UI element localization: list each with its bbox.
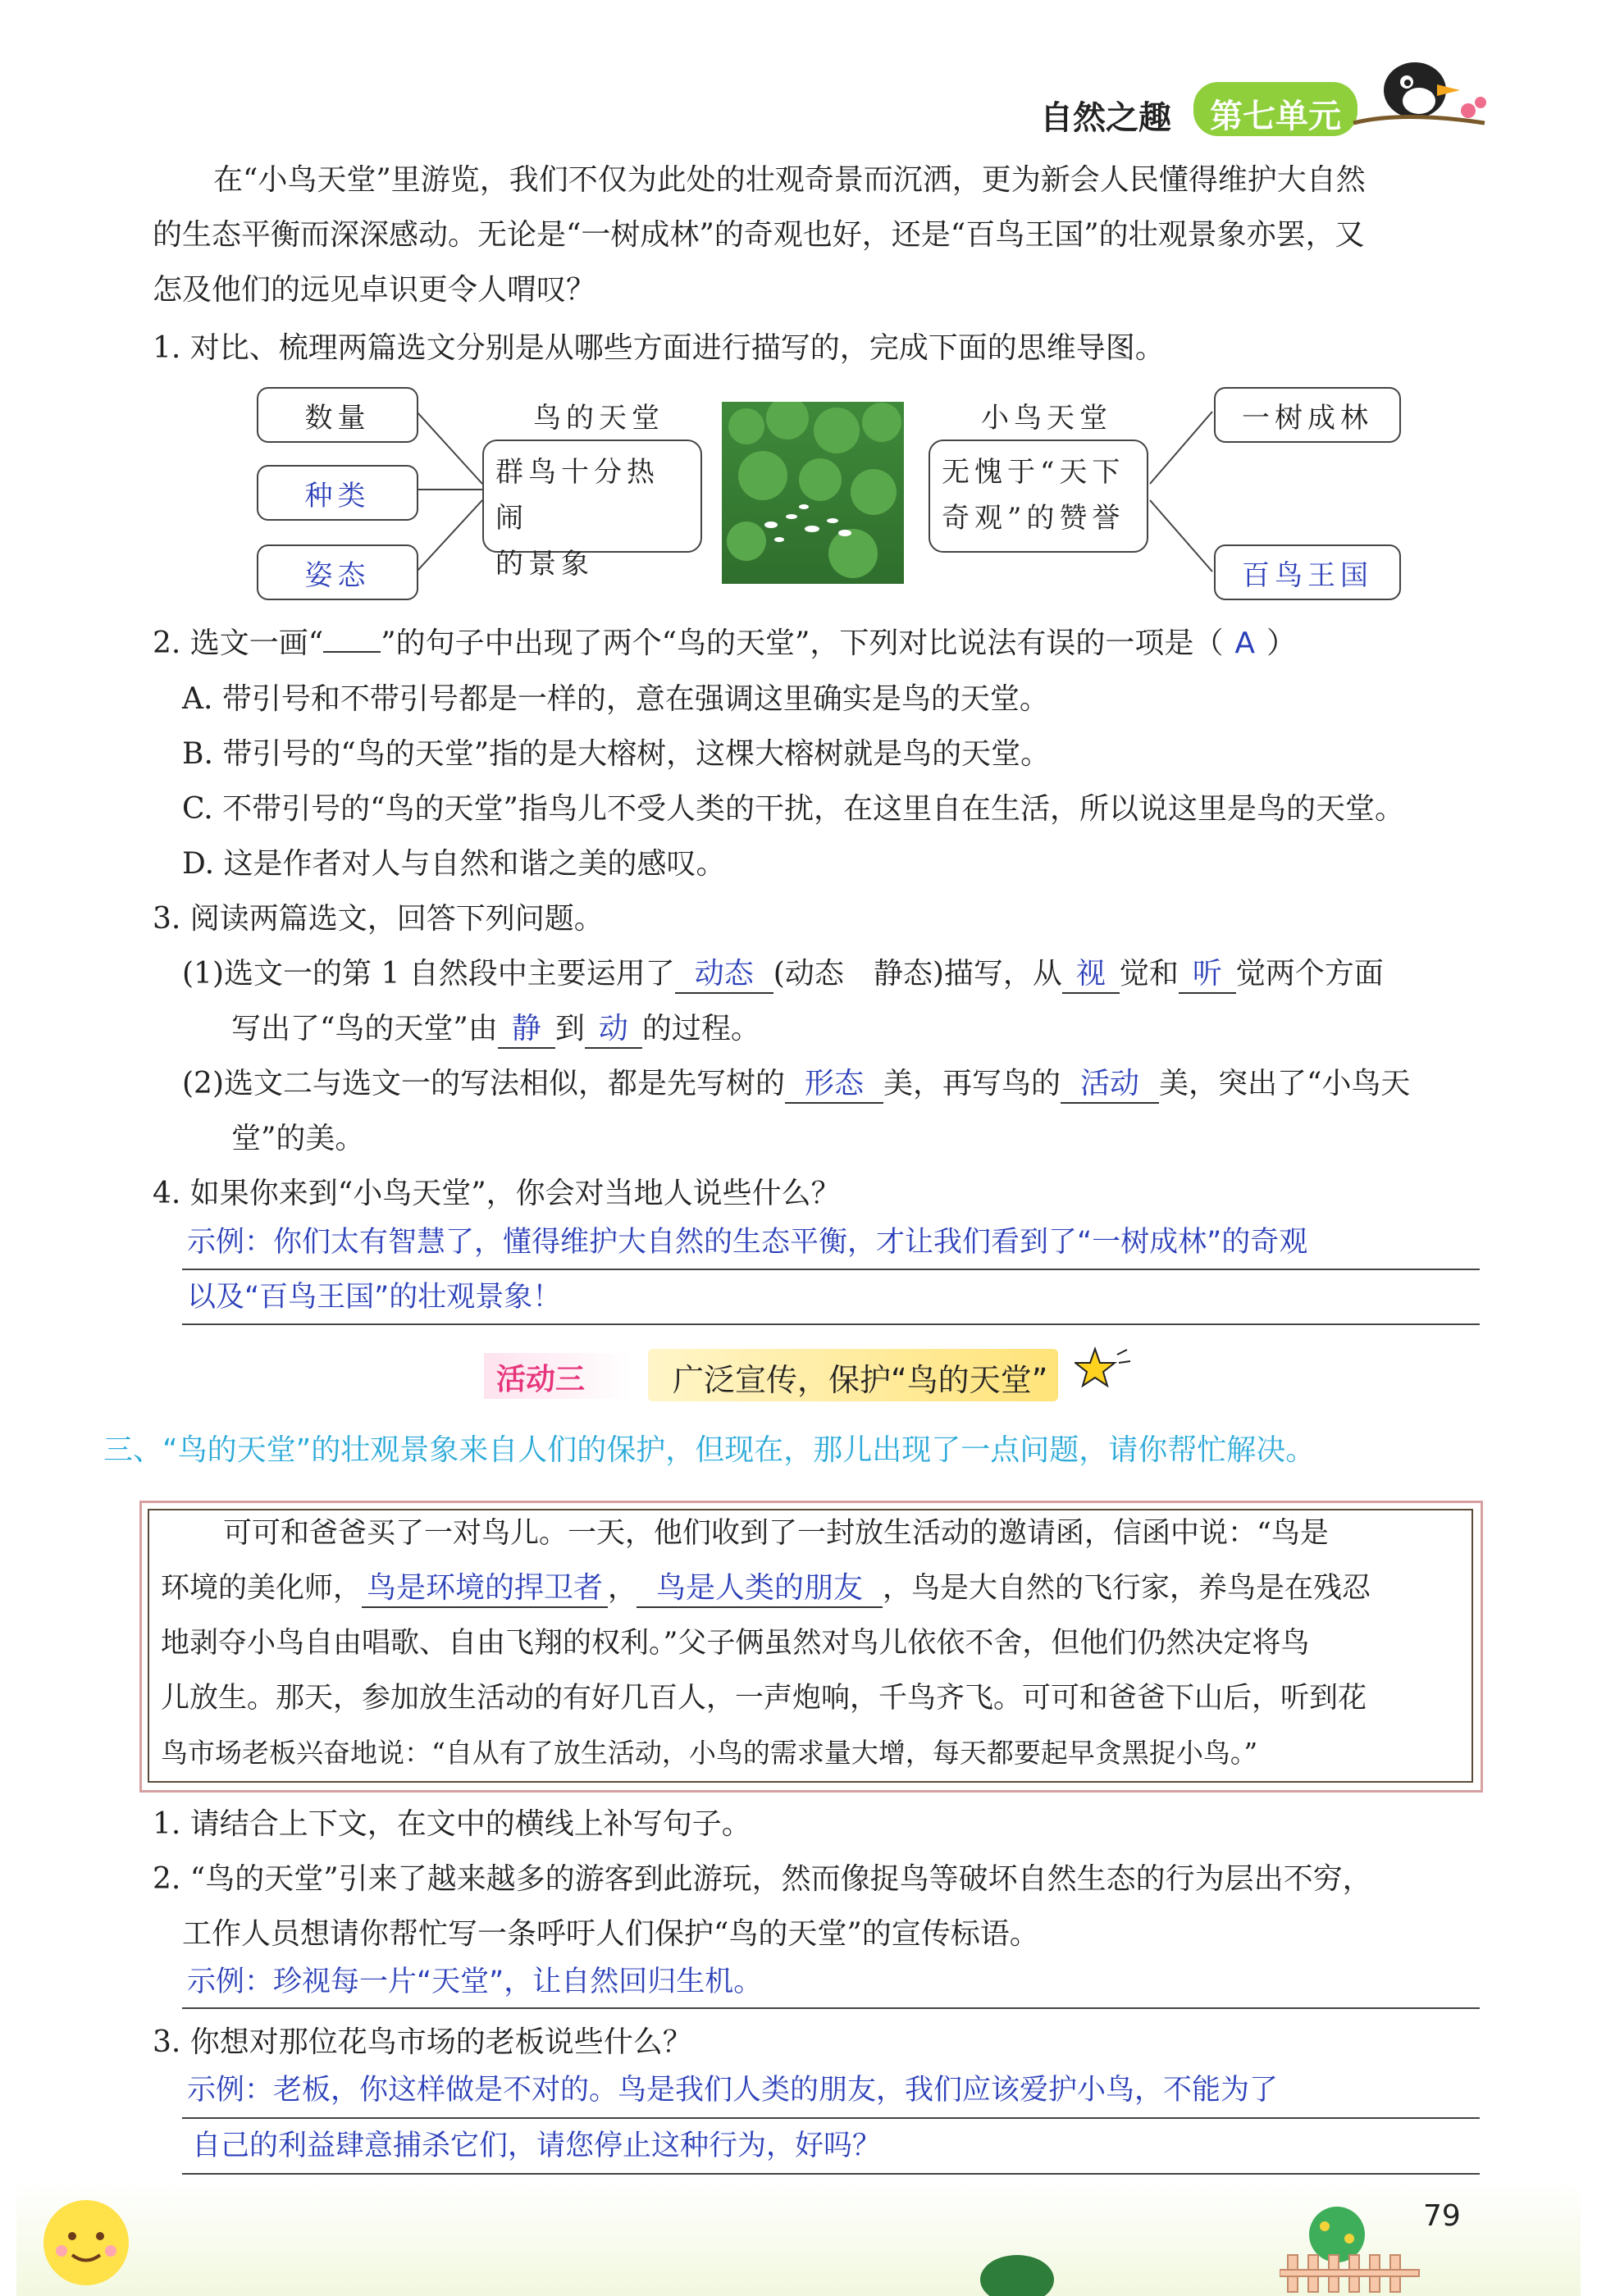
letter-answer-1: 鸟是环境的捍卫者 bbox=[367, 1571, 604, 1605]
question-2-stem-c: ） bbox=[1266, 626, 1297, 660]
q3-p1-text-f: 到 bbox=[554, 1012, 585, 1046]
question-4-answer-line-1: 示例：你们太有智慧了，懂得维护大自然的生态平衡，才让我们看到了“一树成林”的奇观 bbox=[187, 1226, 1308, 1259]
answer-rule bbox=[182, 2007, 1480, 2009]
section-3-question-3: 3. 你想对那位花鸟市场的老板说些什么？ bbox=[153, 2025, 692, 2059]
header-section-title: 自然之趣 bbox=[1040, 99, 1171, 137]
mindmap-item-one-tree-forest: 一树成林 bbox=[1214, 387, 1401, 443]
question-4: 4. 如果你来到“小鸟天堂”，你会对当地人说些什么？ bbox=[153, 1177, 841, 1210]
q3-p2-answer-1: 形态 bbox=[804, 1067, 864, 1100]
q3-p1-blank-5 bbox=[585, 1011, 642, 1049]
letter-l2-text-a: 环境的美化师， bbox=[161, 1572, 363, 1605]
mindmap-right-title: 小鸟天堂 bbox=[981, 402, 1112, 435]
section-3-question-2-answer: 示例：珍视每一片“天堂”，让自然回归生机。 bbox=[187, 1966, 763, 1998]
mindmap-answer-species: 种类 bbox=[257, 465, 418, 521]
page-number: 79 bbox=[1423, 2199, 1461, 2233]
intro-line-3: 怎及他们的远见卓识更令人喟叹？ bbox=[153, 273, 596, 307]
q3-p1-text-e: 写出了“鸟的天堂”由 bbox=[231, 1012, 498, 1046]
question-2-stem-b: ”的句子中出现了两个“鸟的天堂”，下列对比说法有误的一项是（ bbox=[381, 626, 1224, 660]
answer-rule bbox=[182, 1269, 1480, 1270]
question-1: 1. 对比、梳理两篇选文分别是从哪些方面进行描写的，完成下面的思维导图。 bbox=[153, 331, 1165, 365]
mindmap-left-center-line-2: 的景象 bbox=[495, 548, 594, 581]
section-3-question-3-answer-line-1: 示例：老板，你这样做是不对的。鸟是我们人类的朋友，我们应该爱护小鸟，不能为了 bbox=[187, 2074, 1279, 2107]
bird-tree-photo bbox=[722, 402, 904, 584]
question-4-answer-line-2: 以及“百鸟王国”的壮观景象！ bbox=[187, 1281, 562, 1314]
letter-line-1: 可可和爸爸买了一对鸟儿。一天，他们收到了一封放生活动的邀请函，信函中说：“鸟是 bbox=[223, 1517, 1329, 1550]
unit-badge-label: 第七单元 bbox=[1210, 98, 1341, 135]
mindmap-left-center bbox=[482, 440, 702, 581]
leaf-icon bbox=[968, 2239, 1083, 2296]
section-3-question-3-answer-line-2: 自己的利益肆意捕杀它们，请您停止这种行为，好吗？ bbox=[192, 2130, 882, 2162]
question-2-stem-a: 2. 选文一画“ bbox=[153, 626, 324, 660]
q3-p1-text-d: 觉两个方面 bbox=[1235, 957, 1384, 991]
letter-blank-1 bbox=[362, 1570, 608, 1608]
question-2-option-a: A. 带引号和不带引号都是一样的，意在强调这里确实是鸟的天堂。 bbox=[182, 682, 1049, 716]
sun-icon bbox=[25, 2185, 164, 2292]
mindmap-left-center-line-1: 群鸟十分热闹 bbox=[495, 456, 659, 535]
mindmap-right-center-line-1: 无愧于“天下 bbox=[942, 456, 1125, 489]
question-2-blank bbox=[323, 651, 381, 653]
letter-line-2 bbox=[161, 1568, 1371, 1609]
letter-l2-text-b: ， bbox=[608, 1572, 637, 1605]
question-3-part-1-line-1 bbox=[182, 954, 1384, 995]
letter-blank-2 bbox=[637, 1570, 883, 1608]
question-3-part-2-line-1 bbox=[182, 1064, 1410, 1105]
question-2-option-c: C. 不带引号的“鸟的天堂”指鸟儿不受人类的干扰，在这里自在生活，所以说这里是鸟的天堂。 bbox=[182, 792, 1404, 826]
activity-tag: 活动三 bbox=[496, 1363, 586, 1396]
mindmap-left-title: 鸟的天堂 bbox=[533, 402, 664, 435]
q3-p1-answer-5: 动 bbox=[598, 1012, 628, 1046]
q3-p1-answer-3: 听 bbox=[1192, 957, 1222, 991]
mindmap-answer-bird-kingdom: 百鸟王国 bbox=[1214, 544, 1401, 600]
letter-l2-text-c: ，鸟是大自然的飞行家，养鸟是在残忍 bbox=[883, 1572, 1371, 1605]
question-2-option-b: B. 带引号的“鸟的天堂”指的是大榕树，这棵大榕树就是鸟的天堂。 bbox=[182, 737, 1051, 771]
mindmap-right-center-line-2: 奇观”的赞誉 bbox=[942, 502, 1125, 535]
letter-line-5: 鸟市场老板兴奋地说：“自从有了放生活动，小鸟的需求量大增，每天都要起早贪黑捉小鸟。” bbox=[161, 1737, 1258, 1769]
star-icon bbox=[1075, 1345, 1132, 1394]
section-3-heading: 三、“鸟的天堂”的壮观景象来自人们的保护，但现在，那儿出现了一点问题，请你帮忙解决。 bbox=[103, 1433, 1316, 1467]
q3-p1-answer-4: 静 bbox=[511, 1012, 541, 1046]
intro-line-1: 在“小鸟天堂”里游览，我们不仅为此处的壮观奇景而沉洒，更为新会人民懂得维护大自然 bbox=[213, 163, 1366, 197]
answer-rule bbox=[182, 1323, 1480, 1325]
intro-line-2: 的生态平衡而深深感动。无论是“一树成林”的奇观也好，还是“百鸟王国”的壮观景象亦罢，又 bbox=[153, 218, 1365, 252]
activity-title: 广泛宣传，保护“鸟的天堂” bbox=[673, 1362, 1048, 1398]
question-3: 3. 阅读两篇选文，回答下列问题。 bbox=[153, 902, 604, 936]
q3-p2-text-a: (2)选文二与选文一的写法相似，都是先写树的 bbox=[182, 1067, 785, 1100]
section-3-question-1: 1. 请结合上下文，在文中的横线上补写句子。 bbox=[153, 1807, 751, 1841]
letter-answer-2: 鸟是人类的朋友 bbox=[656, 1571, 864, 1605]
q3-p1-blank-4 bbox=[498, 1011, 555, 1049]
mindmap-item-quantity: 数量 bbox=[257, 387, 418, 443]
mindmap-answer-posture: 姿态 bbox=[257, 544, 418, 600]
section-3-question-2-line-1: 2. “鸟的天堂”引来了越来越多的游客到此游玩，然而像捉鸟等破坏自然生态的行为层出不穷， bbox=[153, 1862, 1372, 1896]
q3-p1-blank-1 bbox=[675, 956, 773, 994]
section-3-question-2-line-2: 工作人员想请你帮忙写一条呼吁人们保护“鸟的天堂”的宣传标语。 bbox=[182, 1917, 1039, 1951]
q3-p2-answer-2: 活动 bbox=[1080, 1067, 1140, 1100]
q3-p2-blank-1 bbox=[785, 1066, 883, 1104]
question-3-part-1-line-2 bbox=[231, 1009, 760, 1050]
bird-illustration-icon bbox=[1345, 45, 1493, 135]
mindmap-right-center bbox=[929, 440, 1148, 553]
question-3-part-2-line-2: 堂”的美。 bbox=[231, 1122, 365, 1155]
letter-line-3: 地剥夺小鸟自由唱歌、自由飞翔的权利。”父子俩虽然对鸟儿依依不舍，但他们仍然决定将鸟 bbox=[161, 1627, 1310, 1660]
q3-p1-blank-2 bbox=[1062, 956, 1120, 994]
question-2-option-d: D. 这是作者对人与自然和谐之美的感叹。 bbox=[182, 847, 726, 881]
q3-p1-answer-1: 动态 bbox=[694, 957, 754, 991]
question-2-answer: A bbox=[1234, 626, 1256, 660]
q3-p1-text-b: (动态 静态)描写，从 bbox=[773, 957, 1062, 991]
q3-p1-text-c: 觉和 bbox=[1119, 957, 1179, 991]
q3-p1-blank-3 bbox=[1179, 956, 1236, 994]
answer-rule bbox=[182, 2173, 1480, 2175]
answer-rule bbox=[182, 2117, 1480, 2119]
q3-p1-answer-2: 视 bbox=[1075, 957, 1106, 991]
q3-p1-text-a: (1)选文一的第 1 自然段中主要运用了 bbox=[182, 957, 675, 991]
q3-p2-text-c: 美，突出了“小鸟天 bbox=[1159, 1067, 1411, 1100]
letter-line-4: 儿放生。那天，参加放生活动的有好几百人，一声炮响，千鸟齐飞。可可和爸爸下山后，听到花 bbox=[161, 1682, 1367, 1715]
q3-p2-text-b: 美，再写鸟的 bbox=[883, 1067, 1061, 1100]
q3-p2-blank-2 bbox=[1061, 1066, 1159, 1104]
question-2 bbox=[153, 623, 1296, 664]
q3-p1-text-g: 的过程。 bbox=[641, 1012, 760, 1046]
